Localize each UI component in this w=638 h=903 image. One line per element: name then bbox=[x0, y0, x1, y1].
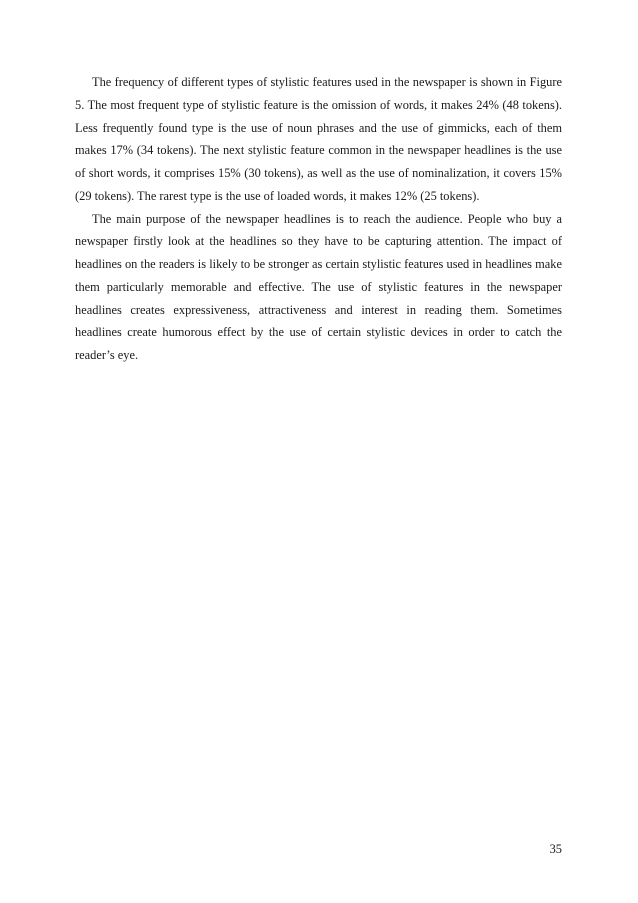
page-number: 35 bbox=[549, 842, 562, 856]
paragraph-headline-purpose: The main purpose of the newspaper headlines is to reach the audience. People who buy a newspaper firstly look at the headlines so they have to be capturing attention. The impact of headlines on the readers is likely to be stronger as certain stylistic features used in headlines make them particularly memorable and effective. The use of stylistic features in the newspaper headlines creates expressiveness, attractiveness and interest in reading them. Sometimes headlines create humorous effect by the use of certain stylistic devices in order to catch the reader’s eye. bbox=[75, 211, 562, 362]
paragraph-stylistic-frequency: The frequency of different types of stylistic features used in the newspaper is shown in Figure 5. The most frequent type of stylistic feature is the omission of words, it makes 24% (48 tokens). Less frequently found type is the use of noun phrases and the use of gimmicks, each of them makes 17% (34 tokens). The next stylistic feature common in the newspaper headlines is the use of short words, it comprises 15% (30 tokens), as well as the use of nominalization, it covers 15% (29 tokens). The rarest type is the use of loaded words, it makes 12% (25 tokens). bbox=[75, 75, 562, 203]
body-text bbox=[75, 71, 562, 367]
